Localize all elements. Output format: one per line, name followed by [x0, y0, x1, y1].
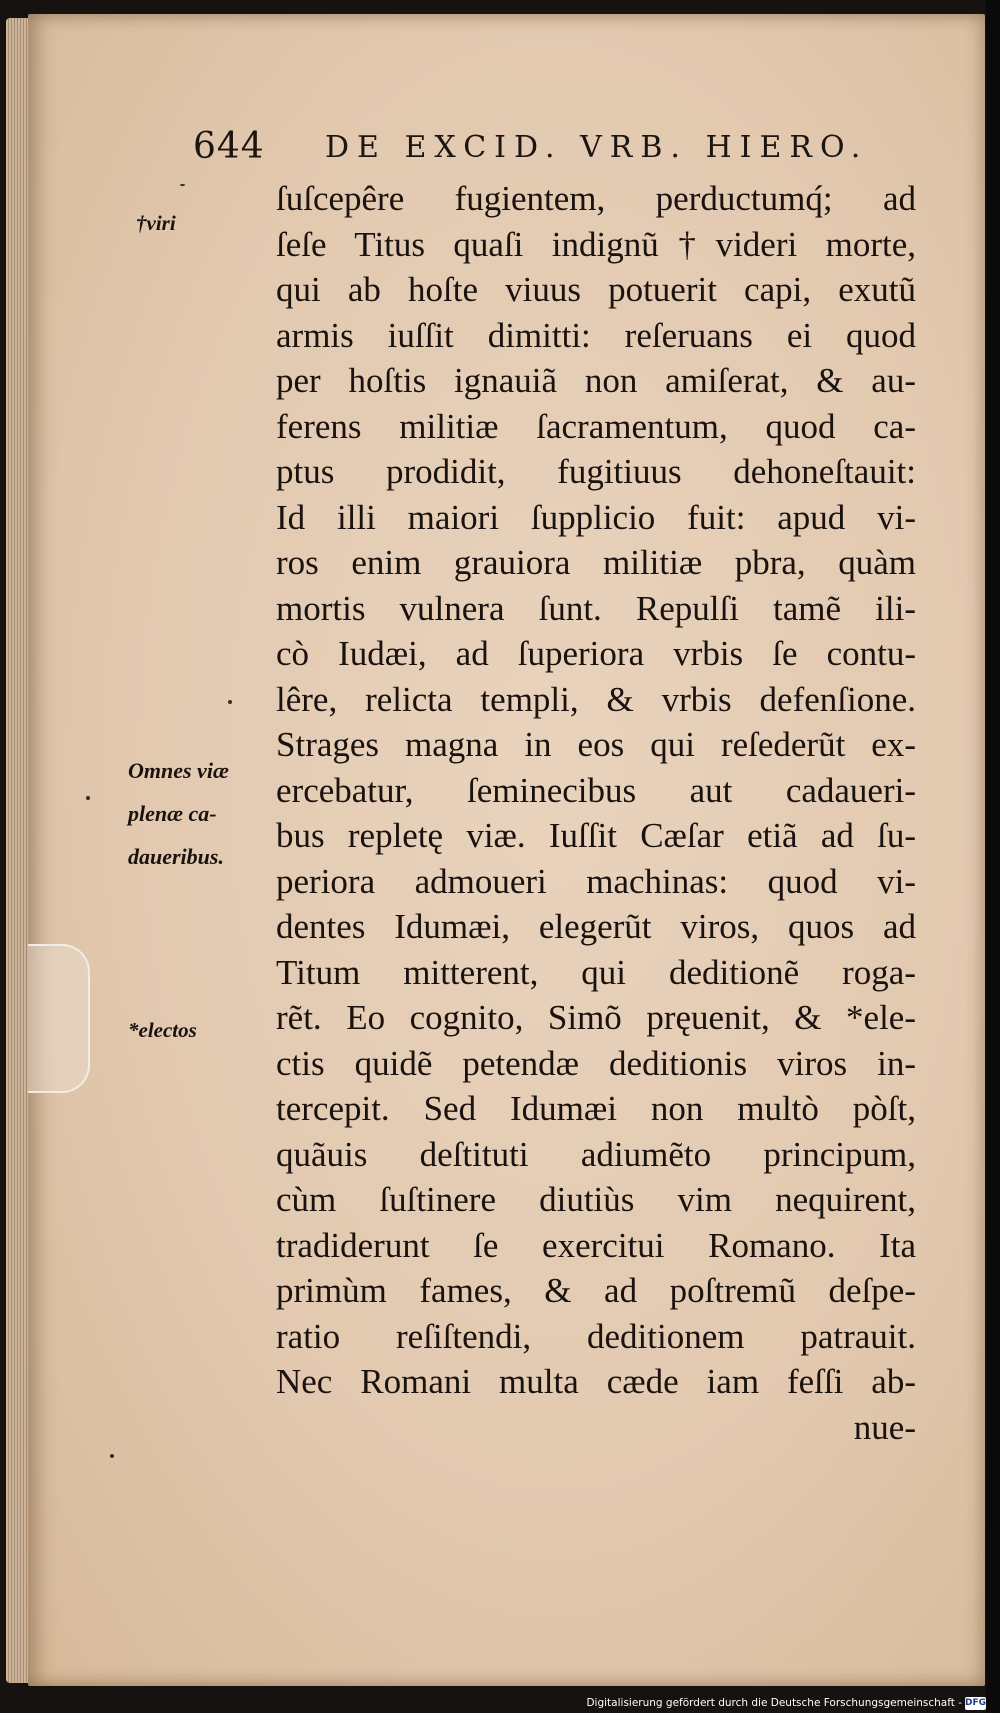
text-line: Id illi maiori ſupplicio fuit: apud vi-: [276, 497, 916, 537]
text-line: tradiderunt ſe exercitui Romano. Ita: [276, 1225, 916, 1265]
page-header: [28, 126, 985, 170]
page-number: 644: [193, 126, 265, 167]
text-line: dentes Idumæi, elegerũt viros, quos ad: [276, 907, 916, 946]
text-line: bus repletę viæ. Iuſſit Cæſar etiã ad ſu-: [276, 816, 916, 855]
text-line: quãuis deſtituti adiumẽto principum,: [276, 1134, 916, 1174]
text-line: ctis quidẽ petendæ deditionis viros in-: [276, 1043, 916, 1083]
text-line: ratio reſiſtendi, deditionem patrauit.: [276, 1316, 916, 1356]
digitization-credit: [586, 1695, 986, 1711]
marginal-note-omnes-viae: [128, 749, 229, 878]
text-line: qui ab hoſte viuus potuerit capi, exutũ: [276, 270, 916, 309]
book-page: [28, 14, 985, 1686]
marginal-note-viri: †viri: [136, 211, 176, 235]
text-line: ercebatur, ſeminecibus aut cadaueri-: [276, 770, 916, 810]
text-line: Titum mitterent, qui deditionẽ roga-: [276, 952, 916, 992]
text-line: primùm fames, & ad poſtremũ deſpe-: [276, 1271, 916, 1310]
text-line: Strages magna in eos qui reſederũt ex-: [276, 725, 916, 764]
marginal-note-electos: *electos: [128, 1018, 197, 1042]
text-line: ſuſcepêre fugientem, perductumq́; ad: [276, 179, 916, 218]
text-line: mortis vulnera ſunt. Repulſi tamẽ ili-: [276, 588, 916, 628]
text-line: periora admoueri machinas: quod vi-: [276, 861, 916, 901]
text-line: ſeſe Titus quaſi indignũ†videri morte,: [276, 224, 916, 264]
text-line: ptus prodidit, fugitiuus dehoneſtauit:: [276, 452, 916, 491]
catchword: nue-: [853, 1407, 916, 1447]
dfg-logo: DFG: [964, 1697, 986, 1708]
ink-speck: [86, 796, 90, 800]
main-text: [276, 176, 916, 1450]
text-line: tercepit. Sed Idumæi non multò pòſt,: [276, 1089, 916, 1128]
page-clip: [28, 944, 90, 1093]
text-line: ros enim grauiora militiæ pbra, quàm: [276, 543, 916, 582]
text-line: ferens militiæ ſacramentum, quod ca-: [276, 406, 916, 446]
text-line: armis iuſſit dimitti: reſeruans ei quod: [276, 315, 916, 355]
running-head: DE EXCID. VRB. HIERO.: [325, 130, 869, 165]
scan-border: [986, 0, 1000, 1713]
marginal-note-line: plenæ ca-: [128, 801, 217, 826]
ink-speck: [228, 700, 232, 704]
text-line: cùm ſuſtinere diutiùs vim nequirent,: [276, 1180, 916, 1219]
text-line: rẽt. Eo cognito, Simõ pręuenit, & *ele-: [276, 998, 916, 1037]
marginal-note-line: Omnes viæ: [128, 758, 229, 783]
text-line: per hoſtis ignauiã non amiſerat, & au-: [276, 361, 916, 400]
ink-speck: [110, 1454, 114, 1458]
text-line: lêre, relicta templi, & vrbis defenſione.: [276, 679, 916, 719]
ink-speck: [180, 184, 185, 186]
text-line: cò Iudæi, ad ſuperiora vrbis ſe contu-: [276, 634, 916, 673]
marginal-note-line: daueribus.: [128, 844, 224, 869]
credit-text: Digitalisierung gefördert durch die Deutsche Forschungsgemeinschaft -: [586, 1697, 962, 1709]
text-line: Nec Romani multa cæde iam feſſi ab-: [276, 1362, 916, 1401]
